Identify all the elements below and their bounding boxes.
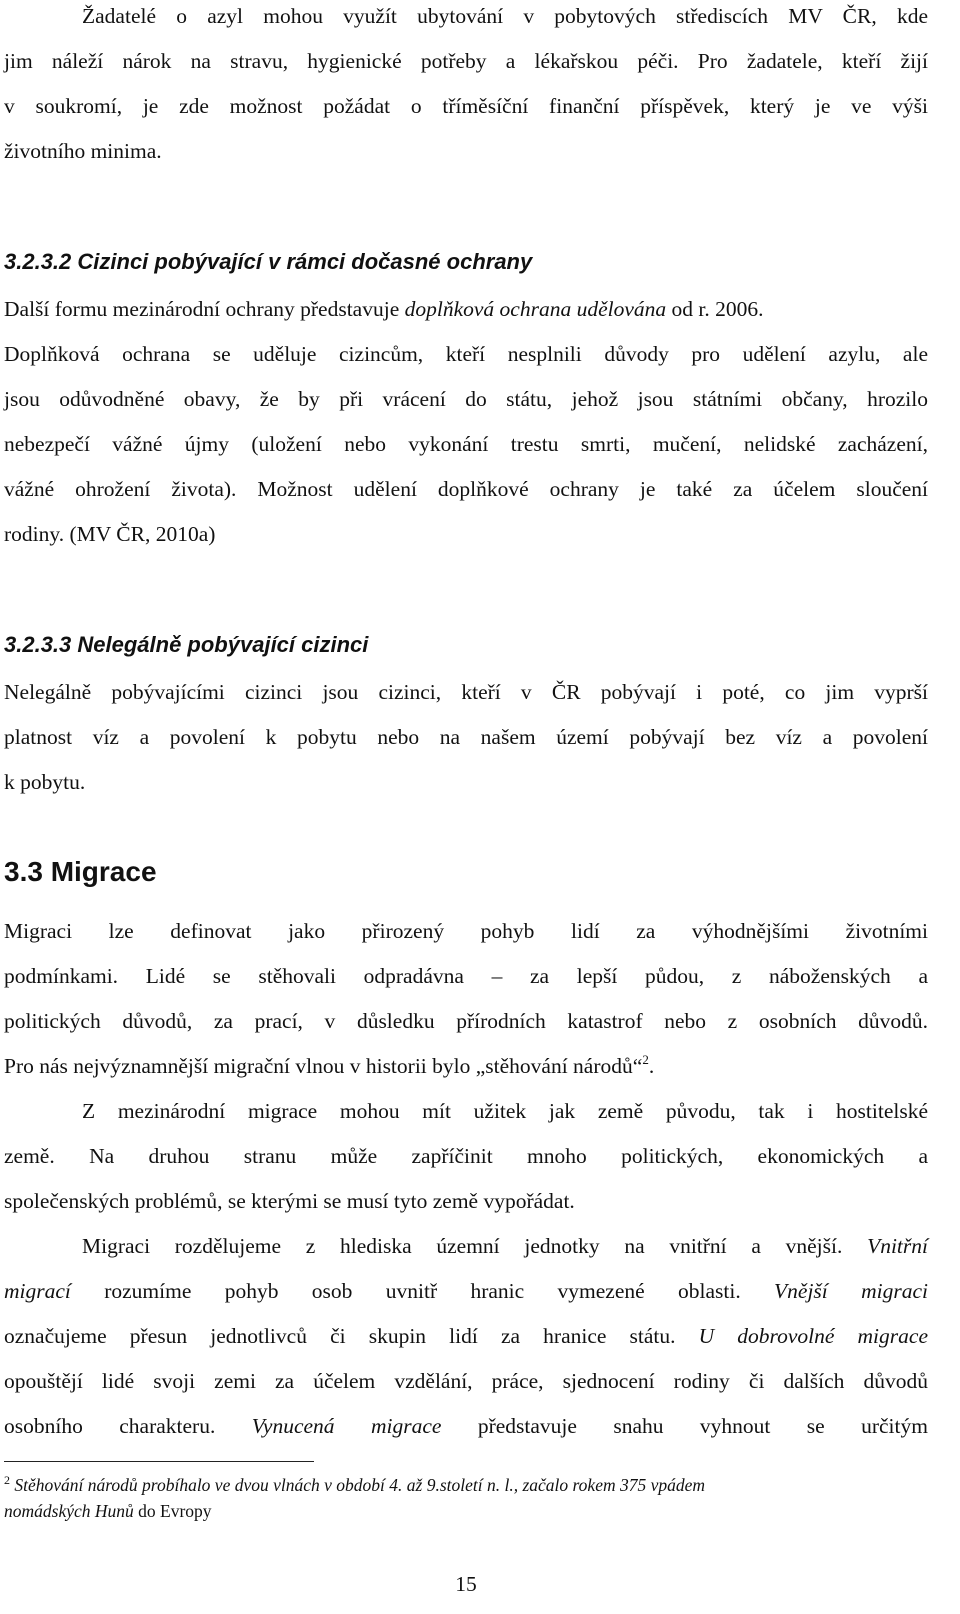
section-heading: 3.2.3.3 Nelegálně pobývající cizinci: [4, 632, 369, 657]
paragraph-line: Migraci rozdělujeme z hlediska územní jednotky na vnitřní a vnější. Vnitřní: [82, 1234, 928, 1258]
footnote-reference: 2: [642, 1052, 649, 1067]
paragraph-line: společenských problémů, se kterými se musí tyto země vypořádat.: [4, 1189, 575, 1213]
paragraph-line: jim náleží nárok na stravu, hygienické potřeby a lékařskou péči. Pro žadatele, kteří žijí: [4, 49, 928, 73]
footnote-line: $^2$ Stěhování národů probíhalo ve dvou vlnách v období 4. až 9.století n. l., začalo rokem 375 vpádem: [4, 1473, 706, 1495]
paragraph-line: platnost víz a povolení k pobytu nebo na našem území pobývají bez víz a povolení: [4, 725, 928, 749]
paragraph-line: označujeme přesun jednotlivců či skupin lidí za hranice státu. U dobrovolné migrace: [4, 1324, 928, 1348]
paragraph-line: země. Na druhou stranu může zapříčinit mnoho politických, ekonomických a: [4, 1144, 928, 1168]
paragraph-line: životního minima.: [4, 139, 162, 163]
paragraph-line: podmínkami. Lidé se stěhovali odpradávna – za lepší půdou, z náboženských a: [4, 964, 928, 988]
paragraph-line: rodiny. (MV ČR, 2010a): [4, 522, 216, 546]
paragraph-line: Další formu mezinárodní ochrany představuje doplňková ochrana udělována od r. 2006.: [4, 297, 764, 321]
paragraph-line: osobního charakteru. Vynucená migrace představuje snahu vyhnout se určitým: [4, 1414, 928, 1438]
paragraph-line: Nelegálně pobývajícími cizinci jsou cizinci, kteří v ČR pobývají i poté, co jim vyprší: [4, 680, 928, 704]
paragraph-line: k pobytu.: [4, 770, 86, 794]
paragraph-line: v soukromí, je zde možnost požádat o tříměsíční finanční příspěvek, který je ve výši: [4, 94, 928, 118]
paragraph-line: Žadatelé o azyl mohou využít ubytování v pobytových střediscích MV ČR, kde: [82, 4, 928, 28]
paragraph-line: Doplňková ochrana se uděluje cizincům, kteří nesplnili důvody pro udělení azylu, ale: [4, 342, 928, 366]
paragraph-line: Pro nás nejvýznamnější migrační vlnou v historii bylo „stěhování národů“$^2$.: [4, 1052, 655, 1078]
footnote-separator: [4, 1461, 314, 1462]
paragraph-line: vážné ohrožení života). Možnost udělení doplňkové ochrany je také za účelem sloučení: [4, 477, 928, 501]
paragraph-line: nebezpečí vážné újmy (uložení nebo vykonání trestu smrti, mučení, nelidské zacházení,: [4, 432, 928, 456]
chapter-heading: 3.3 Migrace: [4, 856, 157, 887]
paragraph-line: Migraci lze definovat jako přirozený pohyb lidí za výhodnějšími životními: [4, 919, 928, 943]
paragraph-line: politických důvodů, za prací, v důsledku přírodních katastrof nebo z osobních důvodů.: [4, 1009, 928, 1033]
paragraph-line: migrací rozumíme pohyb osob uvnitř hranic vymezené oblasti. Vnější migraci: [4, 1279, 928, 1303]
footnote-line: nomádských Hunů do Evropy: [4, 1501, 212, 1521]
page-number: 15: [455, 1572, 477, 1596]
paragraph-line: Z mezinárodní migrace mohou mít užitek jak země původu, tak i hostitelské: [82, 1099, 928, 1123]
section-heading: 3.2.3.2 Cizinci pobývající v rámci dočasné ochrany: [4, 249, 533, 274]
paragraph-line: jsou odůvodněné obavy, že by při vrácení do státu, jehož jsou státními občany, hrozilo: [4, 387, 928, 411]
paragraph-line: opouštějí lidé svoji zemi za účelem vzdělání, práce, sjednocení rodiny či dalších důvodů: [4, 1369, 928, 1393]
